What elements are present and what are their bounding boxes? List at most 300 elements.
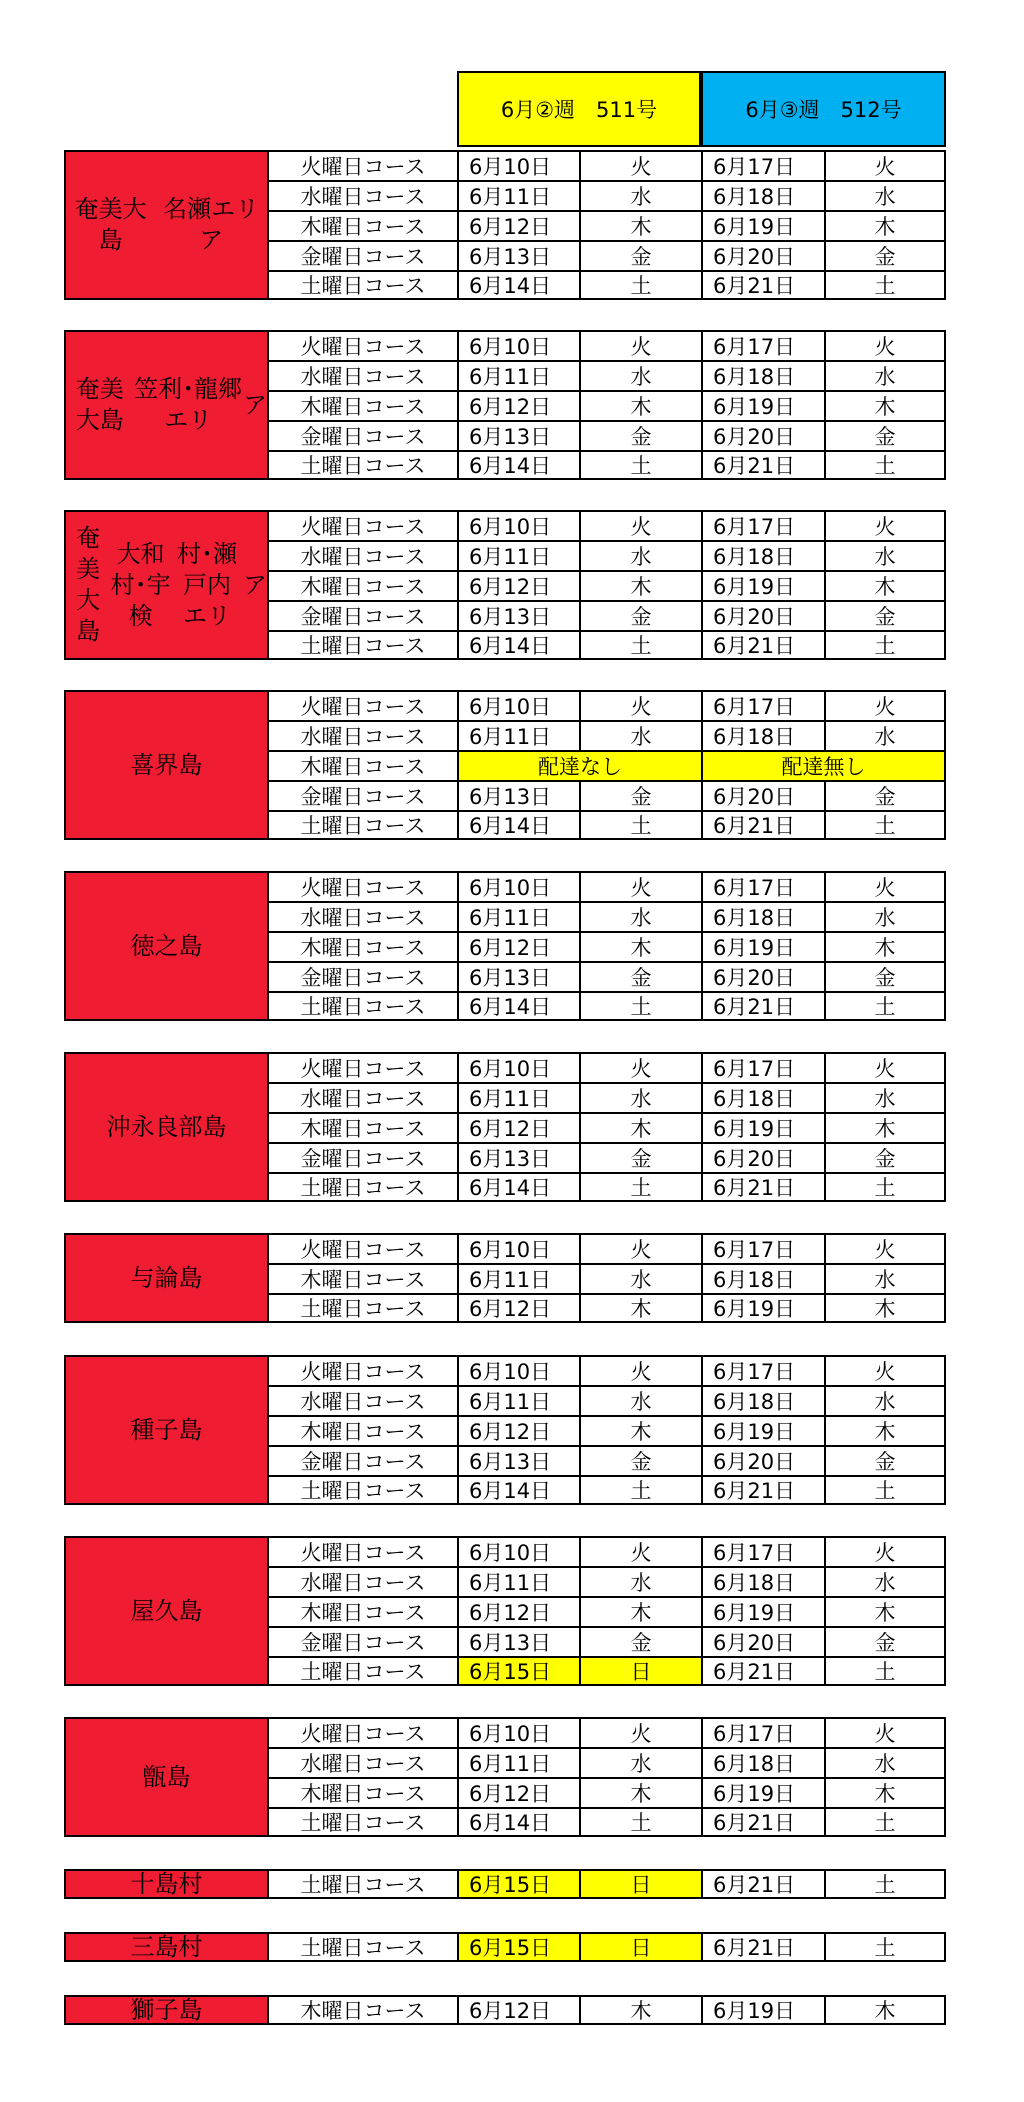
week3-date-cell: 6月18日: [701, 720, 824, 750]
schedule-row: [267, 600, 946, 630]
week2-weekday-cell: 水: [579, 1082, 701, 1112]
course-cell: 水曜日コース: [267, 360, 457, 390]
course-cell: 土曜日コース: [267, 270, 457, 300]
area-section: [64, 871, 946, 1021]
week3-weekday-cell: 土: [824, 1869, 946, 1899]
week2-date-cell: 6月10日: [457, 1717, 579, 1747]
week2-weekday-cell: 木: [579, 1995, 701, 2025]
week2-weekday-cell: 火: [579, 330, 701, 360]
course-cell: 金曜日コース: [267, 420, 457, 450]
week3-date-cell: 6月19日: [701, 931, 824, 961]
week3-date-cell: 6月17日: [701, 150, 824, 180]
week3-weekday-cell: 水: [824, 1263, 946, 1293]
week2-date-cell: 6月13日: [457, 240, 579, 270]
area-name: [64, 330, 267, 480]
week2-weekday-cell: 火: [579, 1052, 701, 1082]
week2-weekday-cell: 金: [579, 420, 701, 450]
schedule-row: [267, 1777, 946, 1807]
week2-weekday-cell: 日: [579, 1932, 701, 1962]
schedule-row: [267, 750, 946, 780]
course-cell: 火曜日コース: [267, 871, 457, 901]
week3-weekday-cell: 木: [824, 1995, 946, 2025]
week2-weekday-cell: 木: [579, 1112, 701, 1142]
schedule-row: [267, 240, 946, 270]
schedule-row: [267, 1747, 946, 1777]
schedule-row: [267, 1869, 946, 1899]
week3-date-cell: 6月18日: [701, 1082, 824, 1112]
schedule-row: [267, 420, 946, 450]
week2-date-cell: 6月12日: [457, 1112, 579, 1142]
week2-date-cell: 6月11日: [457, 1566, 579, 1596]
course-cell: 木曜日コース: [267, 570, 457, 600]
area-name-line: 獅子島: [130, 1995, 203, 2024]
area-section: [64, 1052, 946, 1202]
week3-weekday-cell: 木: [824, 931, 946, 961]
area-name-line: 三島村: [130, 1932, 203, 1961]
week2-weekday-cell: 土: [579, 991, 701, 1021]
week2-date-cell: 6月14日: [457, 450, 579, 480]
week3-date-cell: 6月19日: [701, 570, 824, 600]
week3-weekday-cell: 水: [824, 1566, 946, 1596]
week3-weekday-cell: 土: [824, 1172, 946, 1202]
area-name: [64, 1233, 267, 1323]
schedule-row: [267, 210, 946, 240]
schedule-row: [267, 1142, 946, 1172]
week3-weekday-cell: 土: [824, 810, 946, 840]
week3-date-cell: 6月18日: [701, 1385, 824, 1415]
week3-date-cell: 6月20日: [701, 1626, 824, 1656]
area-name: [64, 871, 267, 1021]
schedule-row: [267, 150, 946, 180]
week3-weekday-cell: 木: [824, 570, 946, 600]
week3-header: 6月③週 512号: [701, 71, 946, 147]
schedule-row: [267, 720, 946, 750]
week3-date-cell: 6月20日: [701, 240, 824, 270]
course-cell: 火曜日コース: [267, 1355, 457, 1385]
week2-date-cell: 6月13日: [457, 420, 579, 450]
area-name: [64, 1995, 267, 2025]
week3-weekday-cell: 水: [824, 360, 946, 390]
no-delivery-cell: 配達なし: [457, 750, 701, 780]
week2-date-cell: 6月11日: [457, 720, 579, 750]
schedule-row: [267, 1415, 946, 1445]
schedule-row: [267, 991, 946, 1021]
schedule-row: [267, 1932, 946, 1962]
course-cell: 火曜日コース: [267, 690, 457, 720]
week3-weekday-cell: 土: [824, 270, 946, 300]
week3-weekday-cell: 土: [824, 991, 946, 1021]
week3-weekday-cell: 火: [824, 1536, 946, 1566]
week2-date-cell: 6月13日: [457, 1626, 579, 1656]
week3-date-cell: 6月18日: [701, 540, 824, 570]
schedule-row: [267, 1596, 946, 1626]
week3-date-cell: 6月21日: [701, 991, 824, 1021]
week2-weekday-cell: 木: [579, 210, 701, 240]
week3-weekday-cell: 土: [824, 1807, 946, 1837]
week3-date-cell: 6月19日: [701, 1112, 824, 1142]
week3-date-cell: 6月21日: [701, 1475, 824, 1505]
week2-weekday-cell: 土: [579, 810, 701, 840]
week2-date-cell: 6月14日: [457, 1807, 579, 1837]
schedule-row: [267, 1052, 946, 1082]
week2-date-cell: 6月14日: [457, 1475, 579, 1505]
schedule-row: [267, 1263, 946, 1293]
course-cell: 火曜日コース: [267, 330, 457, 360]
area-section: [64, 150, 946, 300]
week2-weekday-cell: 火: [579, 1717, 701, 1747]
area-name-line: 笠利･龍郷エリ: [134, 375, 243, 434]
week2-date-cell: 6月15日: [457, 1932, 579, 1962]
week3-weekday-cell: 水: [824, 720, 946, 750]
week3-weekday-cell: 金: [824, 1626, 946, 1656]
schedule-row: [267, 1112, 946, 1142]
schedule-row: [267, 1385, 946, 1415]
course-cell: 火曜日コース: [267, 150, 457, 180]
week3-weekday-cell: 木: [824, 390, 946, 420]
week3-weekday-cell: 火: [824, 510, 946, 540]
week2-weekday-cell: 水: [579, 1747, 701, 1777]
area-name-line: 奄美大島: [75, 375, 124, 434]
week3-weekday-cell: 水: [824, 1747, 946, 1777]
schedule-row: [267, 931, 946, 961]
course-cell: 土曜日コース: [267, 1869, 457, 1899]
week2-weekday-cell: 金: [579, 780, 701, 810]
week2-weekday-cell: 土: [579, 1807, 701, 1837]
course-cell: 土曜日コース: [267, 1172, 457, 1202]
schedule-row: [267, 180, 946, 210]
week3-date-cell: 6月19日: [701, 1596, 824, 1626]
week2-weekday-cell: 水: [579, 1566, 701, 1596]
course-cell: 金曜日コース: [267, 240, 457, 270]
schedule-row: [267, 1626, 946, 1656]
week3-date-cell: 6月18日: [701, 360, 824, 390]
week3-date-cell: 6月19日: [701, 390, 824, 420]
area-name-line: ア: [243, 390, 267, 419]
course-cell: 土曜日コース: [267, 1932, 457, 1962]
week2-date-cell: 6月14日: [457, 991, 579, 1021]
week2-date-cell: 6月11日: [457, 901, 579, 931]
area-section: [64, 1233, 946, 1323]
course-cell: 金曜日コース: [267, 961, 457, 991]
week3-weekday-cell: 水: [824, 1082, 946, 1112]
course-cell: 火曜日コース: [267, 1717, 457, 1747]
week2-weekday-cell: 火: [579, 510, 701, 540]
week2-weekday-cell: 金: [579, 240, 701, 270]
week2-weekday-cell: 木: [579, 1415, 701, 1445]
schedule-row: [267, 1536, 946, 1566]
area-name-line: 奄美大島: [76, 524, 101, 645]
schedule-row: [267, 961, 946, 991]
course-cell: 水曜日コース: [267, 1082, 457, 1112]
week3-date-cell: 6月19日: [701, 1415, 824, 1445]
week2-date-cell: 6月15日: [457, 1869, 579, 1899]
week2-weekday-cell: 水: [579, 360, 701, 390]
schedule-row: [267, 1355, 946, 1385]
week2-weekday-cell: 日: [579, 1869, 701, 1899]
course-cell: 水曜日コース: [267, 540, 457, 570]
area-name: [64, 1355, 267, 1505]
week3-weekday-cell: 木: [824, 1415, 946, 1445]
week2-weekday-cell: 日: [579, 1656, 701, 1686]
course-cell: 木曜日コース: [267, 390, 457, 420]
week3-weekday-cell: 木: [824, 210, 946, 240]
schedule-row: [267, 390, 946, 420]
week3-weekday-cell: 木: [824, 1112, 946, 1142]
week3-weekday-cell: 木: [824, 1596, 946, 1626]
course-cell: 水曜日コース: [267, 1566, 457, 1596]
course-cell: 木曜日コース: [267, 1112, 457, 1142]
week3-date-cell: 6月17日: [701, 871, 824, 901]
week2-date-cell: 6月14日: [457, 630, 579, 660]
week3-weekday-cell: 水: [824, 180, 946, 210]
week3-date-cell: 6月21日: [701, 810, 824, 840]
week3-weekday-cell: 火: [824, 150, 946, 180]
week3-date-cell: 6月17日: [701, 1052, 824, 1082]
week3-date-cell: 6月21日: [701, 270, 824, 300]
week2-weekday-cell: 土: [579, 270, 701, 300]
course-cell: 土曜日コース: [267, 630, 457, 660]
week3-date-cell: 6月18日: [701, 901, 824, 931]
course-cell: 火曜日コース: [267, 1536, 457, 1566]
week3-date-cell: 6月21日: [701, 630, 824, 660]
schedule-row: [267, 901, 946, 931]
week2-weekday-cell: 木: [579, 1596, 701, 1626]
week3-date-cell: 6月21日: [701, 1172, 824, 1202]
week2-date-cell: 6月12日: [457, 1415, 579, 1445]
area-name: [64, 1869, 267, 1899]
area-name-line: ア: [243, 570, 267, 599]
course-cell: 水曜日コース: [267, 1747, 457, 1777]
schedule-row: [267, 270, 946, 300]
schedule-row: [267, 1566, 946, 1596]
course-cell: 木曜日コース: [267, 1263, 457, 1293]
area-name-line: 沖永良部島: [106, 1112, 227, 1141]
area-name-line: 種子島: [130, 1415, 203, 1444]
course-cell: 水曜日コース: [267, 901, 457, 931]
week2-date-cell: 6月14日: [457, 270, 579, 300]
week2-date-cell: 6月10日: [457, 871, 579, 901]
course-cell: 火曜日コース: [267, 1233, 457, 1263]
schedule-row: [267, 510, 946, 540]
week3-date-cell: 6月21日: [701, 450, 824, 480]
week3-weekday-cell: 金: [824, 780, 946, 810]
schedule-row: [267, 1807, 946, 1837]
course-cell: 水曜日コース: [267, 1385, 457, 1415]
area-section: [64, 1355, 946, 1505]
course-cell: 木曜日コース: [267, 210, 457, 240]
course-cell: 木曜日コース: [267, 931, 457, 961]
week3-weekday-cell: 金: [824, 420, 946, 450]
area-section: [64, 1932, 946, 1962]
course-cell: 火曜日コース: [267, 1052, 457, 1082]
week2-date-cell: 6月11日: [457, 180, 579, 210]
area-name-line: 名瀬エリア: [163, 195, 260, 254]
area-section: [64, 330, 946, 480]
course-cell: 金曜日コース: [267, 1626, 457, 1656]
week2-date-cell: 6月10日: [457, 1536, 579, 1566]
week2-date-cell: 6月14日: [457, 1172, 579, 1202]
week3-date-cell: 6月20日: [701, 780, 824, 810]
area-name-line: 甑島: [142, 1762, 191, 1791]
week2-date-cell: 6月12日: [457, 1293, 579, 1323]
course-cell: 土曜日コース: [267, 1656, 457, 1686]
schedule-row: [267, 570, 946, 600]
area-name: [64, 510, 267, 660]
schedule-row: [267, 1172, 946, 1202]
schedule-row: [267, 871, 946, 901]
week2-weekday-cell: 水: [579, 1263, 701, 1293]
week2-weekday-cell: 火: [579, 690, 701, 720]
week2-weekday-cell: 水: [579, 901, 701, 931]
week2-date-cell: 6月14日: [457, 810, 579, 840]
week2-date-cell: 6月12日: [457, 1777, 579, 1807]
week2-date-cell: 6月13日: [457, 600, 579, 630]
week2-weekday-cell: 金: [579, 1142, 701, 1172]
week2-date-cell: 6月11日: [457, 540, 579, 570]
schedule-row: [267, 1445, 946, 1475]
week3-date-cell: 6月17日: [701, 1355, 824, 1385]
week2-weekday-cell: 木: [579, 1293, 701, 1323]
area-name-line: 徳之島: [130, 931, 203, 960]
week2-date-cell: 6月11日: [457, 360, 579, 390]
week2-date-cell: 6月10日: [457, 150, 579, 180]
schedule-row: [267, 450, 946, 480]
week2-date-cell: 6月12日: [457, 1995, 579, 2025]
week3-date-cell: 6月20日: [701, 1142, 824, 1172]
schedule-row: [267, 630, 946, 660]
week3-weekday-cell: 土: [824, 1932, 946, 1962]
course-cell: 土曜日コース: [267, 991, 457, 1021]
week3-date-cell: 6月20日: [701, 961, 824, 991]
week3-date-cell: 6月17日: [701, 690, 824, 720]
week2-header: 6月②週 511号: [457, 71, 701, 147]
area-section: [64, 1995, 946, 2025]
area-name-line: 与論島: [130, 1263, 203, 1292]
area-name: [64, 1717, 267, 1837]
area-name: [64, 1536, 267, 1686]
area-name-line: 屋久島: [130, 1596, 203, 1625]
week2-date-cell: 6月12日: [457, 931, 579, 961]
week3-date-cell: 6月21日: [701, 1869, 824, 1899]
course-cell: 土曜日コース: [267, 1475, 457, 1505]
course-cell: 木曜日コース: [267, 1415, 457, 1445]
week3-weekday-cell: 土: [824, 1475, 946, 1505]
course-cell: 土曜日コース: [267, 1293, 457, 1323]
course-cell: 水曜日コース: [267, 720, 457, 750]
area-name: [64, 150, 267, 300]
week2-date-cell: 6月12日: [457, 570, 579, 600]
week2-weekday-cell: 土: [579, 1475, 701, 1505]
week2-weekday-cell: 土: [579, 450, 701, 480]
course-cell: 水曜日コース: [267, 180, 457, 210]
week2-weekday-cell: 火: [579, 871, 701, 901]
area-name: [64, 1052, 267, 1202]
course-cell: 金曜日コース: [267, 600, 457, 630]
week2-date-cell: 6月10日: [457, 1355, 579, 1385]
schedule-row: [267, 330, 946, 360]
schedule-row: [267, 1717, 946, 1747]
course-cell: 土曜日コース: [267, 450, 457, 480]
week3-date-cell: 6月17日: [701, 1536, 824, 1566]
week3-weekday-cell: 金: [824, 240, 946, 270]
course-cell: 木曜日コース: [267, 1777, 457, 1807]
week2-weekday-cell: 金: [579, 961, 701, 991]
course-cell: 木曜日コース: [267, 750, 457, 780]
week3-date-cell: 6月20日: [701, 420, 824, 450]
week3-date-cell: 6月19日: [701, 210, 824, 240]
week3-weekday-cell: 木: [824, 1777, 946, 1807]
course-cell: 土曜日コース: [267, 1807, 457, 1837]
course-cell: 金曜日コース: [267, 1445, 457, 1475]
week2-date-cell: 6月10日: [457, 1233, 579, 1263]
area-name-line: 村･瀬戸内エリ: [177, 539, 238, 630]
course-cell: 木曜日コース: [267, 1995, 457, 2025]
week2-date-cell: 6月12日: [457, 390, 579, 420]
week2-date-cell: 6月10日: [457, 690, 579, 720]
schedule-row: [267, 780, 946, 810]
week3-date-cell: 6月19日: [701, 1293, 824, 1323]
week2-weekday-cell: 金: [579, 1445, 701, 1475]
area-section: [64, 1717, 946, 1837]
week2-weekday-cell: 土: [579, 1172, 701, 1202]
area-name-line: 十島村: [130, 1869, 203, 1898]
week2-date-cell: 6月12日: [457, 210, 579, 240]
no-delivery-cell: 配達無し: [701, 750, 946, 780]
week3-date-cell: 6月19日: [701, 1995, 824, 2025]
week2-weekday-cell: 金: [579, 600, 701, 630]
week2-weekday-cell: 水: [579, 1385, 701, 1415]
week2-weekday-cell: 水: [579, 720, 701, 750]
week2-date-cell: 6月13日: [457, 1142, 579, 1172]
week3-weekday-cell: 金: [824, 1142, 946, 1172]
week3-date-cell: 6月17日: [701, 510, 824, 540]
week2-weekday-cell: 水: [579, 540, 701, 570]
week3-weekday-cell: 水: [824, 540, 946, 570]
week2-date-cell: 6月11日: [457, 1082, 579, 1112]
week2-date-cell: 6月11日: [457, 1747, 579, 1777]
week3-date-cell: 6月17日: [701, 330, 824, 360]
week2-weekday-cell: 木: [579, 390, 701, 420]
schedule-row: [267, 360, 946, 390]
week3-weekday-cell: 火: [824, 871, 946, 901]
week2-date-cell: 6月11日: [457, 1385, 579, 1415]
course-cell: 土曜日コース: [267, 810, 457, 840]
week3-weekday-cell: 金: [824, 600, 946, 630]
week3-date-cell: 6月17日: [701, 1233, 824, 1263]
week2-weekday-cell: 火: [579, 1536, 701, 1566]
week3-date-cell: 6月18日: [701, 180, 824, 210]
week3-date-cell: 6月21日: [701, 1807, 824, 1837]
week2-date-cell: 6月15日: [457, 1656, 579, 1686]
week3-date-cell: 6月21日: [701, 1656, 824, 1686]
week3-weekday-cell: 水: [824, 901, 946, 931]
area-name: [64, 690, 267, 840]
week3-weekday-cell: 木: [824, 1293, 946, 1323]
week2-date-cell: 6月11日: [457, 1263, 579, 1293]
week2-weekday-cell: 土: [579, 630, 701, 660]
week3-weekday-cell: 火: [824, 1717, 946, 1747]
week3-weekday-cell: 火: [824, 1355, 946, 1385]
week2-weekday-cell: 木: [579, 1777, 701, 1807]
week3-date-cell: 6月18日: [701, 1566, 824, 1596]
schedule-row: [267, 540, 946, 570]
area-section: [64, 1536, 946, 1686]
schedule-row: [267, 1475, 946, 1505]
schedule-row: [267, 1656, 946, 1686]
schedule-row: [267, 1995, 946, 2025]
week3-weekday-cell: 金: [824, 961, 946, 991]
week2-date-cell: 6月13日: [457, 1445, 579, 1475]
